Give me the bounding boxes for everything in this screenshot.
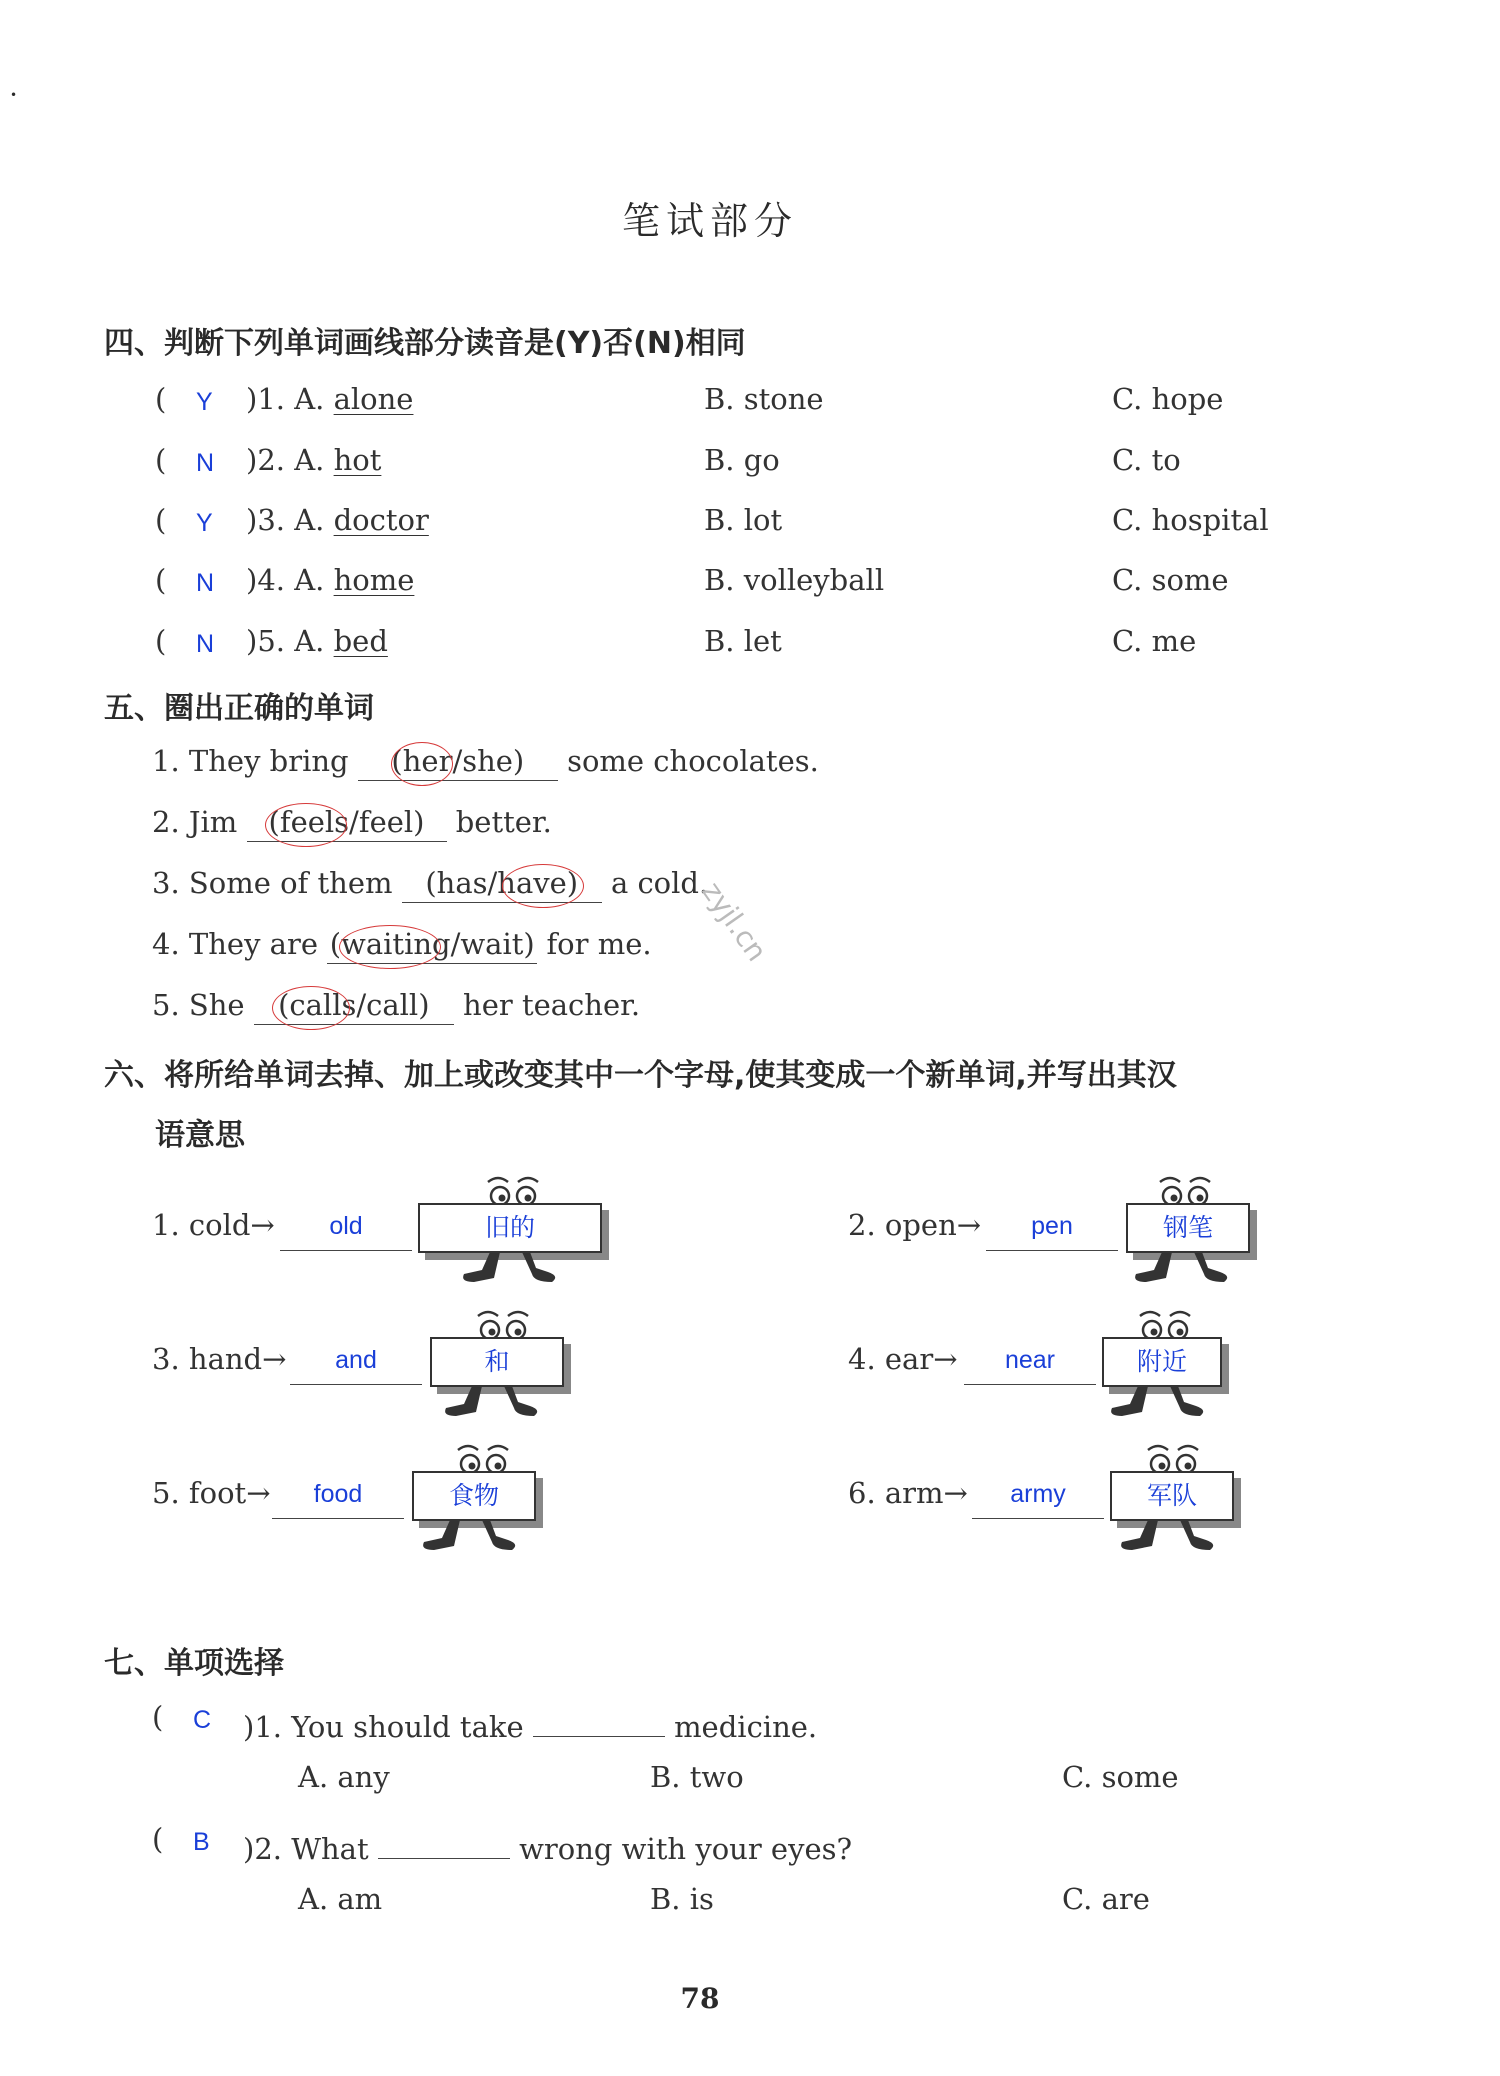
option-c: C. to — [1112, 443, 1181, 477]
new-word: old — [280, 1212, 412, 1251]
circle-mark — [272, 986, 350, 1030]
word-label: 1. cold→ — [152, 1208, 275, 1242]
question-text — [243, 1822, 852, 1866]
new-word: and — [290, 1346, 422, 1385]
circle-mark — [339, 925, 441, 969]
question-post: medicine. — [674, 1710, 818, 1744]
option-c: C. hope — [1112, 382, 1224, 416]
sentence-pre: 5. She — [152, 988, 245, 1022]
item-num: )2. A. — [246, 443, 334, 477]
choice-a: A. am — [298, 1882, 383, 1916]
meaning: 附近 — [1136, 1347, 1187, 1376]
meaning: 和 — [484, 1347, 510, 1376]
question-pre: )2. What — [243, 1832, 369, 1866]
word-choice: (feels/feel) — [268, 805, 425, 839]
choice-c: C. some — [1062, 1760, 1179, 1794]
answer-mark: Y — [196, 388, 213, 416]
answer-mark: Y — [196, 509, 213, 537]
word-label: 3. hand→ — [152, 1342, 287, 1376]
meaning-box — [430, 1337, 564, 1387]
meaning-box — [1126, 1203, 1250, 1253]
sentence-post: her teacher. — [463, 988, 641, 1022]
answer-mark: N — [196, 449, 215, 477]
feet-icon — [442, 1386, 542, 1420]
new-word: near — [964, 1346, 1096, 1385]
answer-mark: N — [196, 630, 215, 658]
sentence-post: for me. — [546, 927, 652, 961]
choice-b: B. two — [650, 1760, 744, 1794]
option-a: doctor — [333, 503, 429, 537]
circle-sentence — [152, 927, 652, 964]
item-num: )5. A. — [246, 624, 334, 658]
word-choice: (her/she) — [391, 744, 525, 778]
option-b: B. stone — [704, 382, 824, 416]
word-label: 5. foot→ — [152, 1476, 271, 1510]
feet-icon — [460, 1252, 560, 1286]
meaning: 钢笔 — [1162, 1213, 1213, 1242]
sentence-pre: 1. They bring — [152, 744, 349, 778]
question-text — [243, 1700, 817, 1744]
word-choice: (has/have) — [425, 866, 579, 900]
answer-mark: N — [196, 569, 215, 597]
meaning: 旧的 — [484, 1213, 535, 1242]
option-c: C. some — [1112, 563, 1229, 597]
option-b: B. volleyball — [704, 563, 885, 597]
answer-blank — [533, 1700, 665, 1737]
page-number: 78 — [680, 1982, 720, 2015]
question-post: wrong with your eyes? — [519, 1832, 853, 1866]
meaning-box — [1110, 1471, 1234, 1521]
section6-heading-line2: 语意思 — [155, 1118, 245, 1153]
new-word: pen — [986, 1212, 1118, 1251]
option-a: alone — [333, 382, 414, 416]
choice-b: B. is — [650, 1882, 714, 1916]
watermark: zyjl.cn — [695, 875, 774, 968]
circle-sentence — [152, 744, 819, 781]
feet-icon — [1132, 1252, 1232, 1286]
sentence-pre: 4. They are — [152, 927, 318, 961]
stray-dot: • — [10, 88, 18, 102]
word-label: 2. open→ — [848, 1208, 982, 1242]
sentence-pre: 3. Some of them — [152, 866, 393, 900]
item-num: )1. A. — [246, 382, 334, 416]
option-b: B. lot — [704, 503, 783, 537]
meaning-box — [418, 1203, 602, 1253]
meaning: 食物 — [448, 1481, 499, 1510]
word-label: 4. ear→ — [848, 1342, 958, 1376]
sentence-pre: 2. Jim — [152, 805, 238, 839]
option-a: bed — [333, 624, 388, 658]
section4-heading: 四、判断下列单词画线部分读音是(Y)否(N)相同 — [104, 326, 746, 361]
meaning: 军队 — [1146, 1481, 1197, 1510]
feet-icon — [1118, 1520, 1218, 1554]
feet-icon — [420, 1520, 520, 1554]
word-choice: (calls/call) — [278, 988, 430, 1022]
sentence-post: some chocolates. — [567, 744, 819, 778]
option-a: home — [333, 563, 415, 597]
new-word: army — [972, 1480, 1104, 1519]
meaning-box — [1102, 1337, 1222, 1387]
question-pre: )1. You should take — [243, 1710, 524, 1744]
section6-heading: 六、将所给单词去掉、加上或改变其中一个字母,使其变成一个新单词,并写出其汉 — [104, 1058, 1177, 1093]
section5-heading: 五、圈出正确的单词 — [104, 691, 374, 726]
circle-sentence — [152, 805, 552, 842]
circle-mark — [265, 803, 347, 847]
choice-c: C. are — [1062, 1882, 1150, 1916]
item-num: )4. A. — [246, 563, 334, 597]
answer-mark: B — [193, 1828, 210, 1856]
answer-blank — [378, 1822, 510, 1859]
circle-mark — [502, 864, 584, 908]
new-word: food — [272, 1480, 404, 1519]
option-c: C. me — [1112, 624, 1197, 658]
sentence-post: better. — [455, 805, 552, 839]
page-title: 笔试部分 — [621, 199, 798, 243]
circle-mark — [391, 742, 453, 786]
meaning-box — [412, 1471, 536, 1521]
item-num: )3. A. — [246, 503, 334, 537]
option-a: hot — [333, 443, 382, 477]
answer-mark: C — [193, 1706, 212, 1734]
circle-sentence — [152, 988, 640, 1025]
word-label: 6. arm→ — [848, 1476, 968, 1510]
section7-heading: 七、单项选择 — [104, 1646, 284, 1681]
option-b: B. go — [704, 443, 780, 477]
option-c: C. hospital — [1112, 503, 1269, 537]
feet-icon — [1108, 1386, 1208, 1420]
option-b: B. let — [704, 624, 782, 658]
choice-a: A. any — [298, 1760, 390, 1794]
circle-sentence — [152, 866, 708, 903]
sentence-post: a cold. — [610, 866, 709, 900]
word-choice: (waiting/wait) — [329, 927, 535, 961]
